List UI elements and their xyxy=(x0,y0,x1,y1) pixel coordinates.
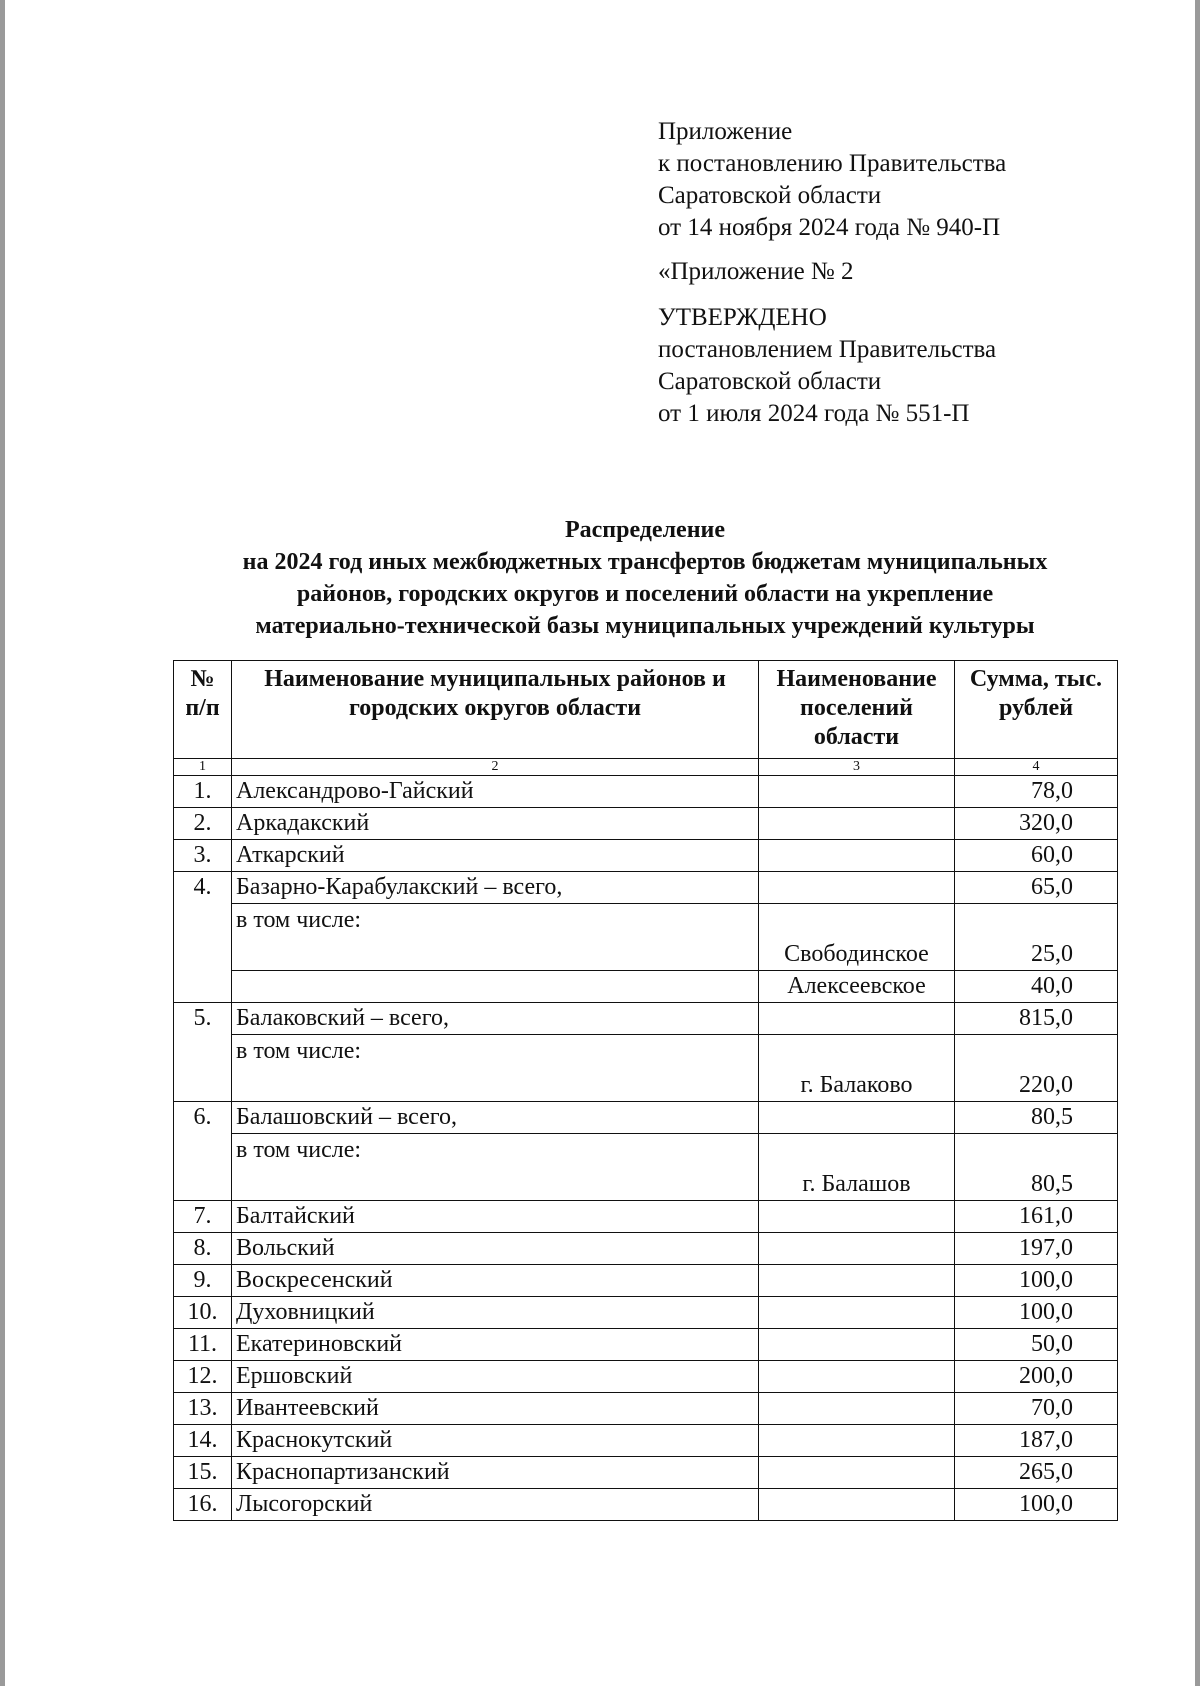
settlement-cell xyxy=(759,1233,955,1265)
title-line: материально-технической базы муниципальных учреждений культуры xyxy=(255,613,1035,639)
settlement-cell xyxy=(759,1425,955,1457)
settlement-cell xyxy=(759,1457,955,1489)
district-name: Краснокутский xyxy=(232,1425,759,1457)
row-number: 2. xyxy=(174,808,232,840)
table-row xyxy=(174,1003,1118,1035)
header-num: № п/п xyxy=(174,661,232,759)
table-row xyxy=(174,1361,1118,1393)
title-line: Распределение xyxy=(564,517,726,543)
table-subrow xyxy=(174,904,1118,971)
scan-edge-right xyxy=(1195,0,1200,1686)
settlement-cell xyxy=(759,1489,955,1521)
sum-cell: 70,0 xyxy=(955,1393,1118,1425)
sum-cell: 100,0 xyxy=(955,1297,1118,1329)
settlement-name: г. Балаково xyxy=(800,1072,913,1098)
table-row xyxy=(174,1425,1118,1457)
header-line: «Приложение № 2 xyxy=(658,258,854,285)
header-line: от 14 ноября 2024 года № 940-П xyxy=(658,214,1001,241)
sum-cell xyxy=(955,1134,1118,1201)
distribution-table xyxy=(173,660,1118,1521)
district-name: Воскресенский xyxy=(232,1265,759,1297)
approved-stamp-text: УТВЕРЖДЕНО xyxy=(658,304,827,331)
settlement-cell xyxy=(759,872,955,904)
sum-cell: 78,0 xyxy=(955,776,1118,808)
header-district: Наименование муниципальных районов и городских округов области xyxy=(232,661,759,759)
district-name: Балтайский xyxy=(232,1201,759,1233)
table-row xyxy=(174,1233,1118,1265)
row-number: 9. xyxy=(174,1265,232,1297)
header-line: от 1 июля 2024 года № 551-П xyxy=(658,400,970,427)
settlement-cell xyxy=(759,1361,955,1393)
row-number: 12. xyxy=(174,1361,232,1393)
including-label: в том числе: xyxy=(236,907,362,933)
district-name: Базарно-Карабулакский – всего, xyxy=(232,872,759,904)
row-number: 11. xyxy=(174,1329,232,1361)
settlement-cell xyxy=(759,904,955,971)
including-label: в том числе: xyxy=(236,1137,362,1163)
row-number: 14. xyxy=(174,1425,232,1457)
including-label: в том числе: xyxy=(236,1038,362,1064)
settlement-cell xyxy=(759,1003,955,1035)
sum-cell: 197,0 xyxy=(955,1233,1118,1265)
approval-header xyxy=(658,116,1006,430)
settlement-cell xyxy=(759,776,955,808)
title-line: районов, городских округов и поселений области на укрепление xyxy=(296,581,994,607)
table-subrow xyxy=(174,1134,1118,1201)
column-index: 3 xyxy=(759,759,955,776)
row-number: 8. xyxy=(174,1233,232,1265)
header-sum: Сумма, тыс. рублей xyxy=(955,661,1118,759)
sum-cell: 65,0 xyxy=(955,872,1118,904)
table-row xyxy=(174,1329,1118,1361)
sum-cell: 100,0 xyxy=(955,1489,1118,1521)
district-name: Екатериновский xyxy=(232,1329,759,1361)
district-sub-cell xyxy=(232,1134,759,1201)
row-number: 1. xyxy=(174,776,232,808)
column-index: 2 xyxy=(232,759,759,776)
district-name: Лысогорский xyxy=(232,1489,759,1521)
district-name: Ивантеевский xyxy=(232,1393,759,1425)
sum-cell: 187,0 xyxy=(955,1425,1118,1457)
district-name: Аткарский xyxy=(232,840,759,872)
district-name: Ершовский xyxy=(232,1361,759,1393)
settlement-cell xyxy=(759,1102,955,1134)
row-number: 13. xyxy=(174,1393,232,1425)
district-sub-cell xyxy=(232,1035,759,1102)
column-index: 1 xyxy=(174,759,232,776)
table-row xyxy=(174,1201,1118,1233)
district-name: Балаковский – всего, xyxy=(232,1003,759,1035)
table-row xyxy=(174,1102,1118,1134)
row-number: 6. xyxy=(174,1102,232,1201)
row-number: 7. xyxy=(174,1201,232,1233)
header-line: Саратовской области xyxy=(658,182,882,209)
sum-cell: 100,0 xyxy=(955,1265,1118,1297)
table-row xyxy=(174,808,1118,840)
table-row xyxy=(174,840,1118,872)
sum-cell: 200,0 xyxy=(955,1361,1118,1393)
table-row xyxy=(174,776,1118,808)
district-name: Балашовский – всего, xyxy=(232,1102,759,1134)
sum-cell: 815,0 xyxy=(955,1003,1118,1035)
district-sub-cell xyxy=(232,904,759,971)
row-number: 15. xyxy=(174,1457,232,1489)
row-number: 10. xyxy=(174,1297,232,1329)
sum-cell: 60,0 xyxy=(955,840,1118,872)
sum-value: 25,0 xyxy=(1031,941,1073,967)
table-row xyxy=(174,1393,1118,1425)
sum-cell: 80,5 xyxy=(955,1102,1118,1134)
settlement-cell xyxy=(759,1297,955,1329)
settlement-cell xyxy=(759,1393,955,1425)
settlement-cell xyxy=(759,808,955,840)
column-index-row xyxy=(174,759,1118,776)
header-line: Приложение xyxy=(658,118,793,145)
district-name: Краснопартизанский xyxy=(232,1457,759,1489)
table-header-row xyxy=(174,661,1118,759)
settlement-cell xyxy=(759,1035,955,1102)
district-name: Александрово-Гайский xyxy=(232,776,759,808)
settlement-cell xyxy=(759,1134,955,1201)
sum-value: 220,0 xyxy=(1019,1072,1073,1098)
header-line: к постановлению Правительства xyxy=(658,150,1007,177)
settlement-name: Алексеевское xyxy=(759,971,955,1003)
table-row xyxy=(174,1265,1118,1297)
settlement-name: Свободинское xyxy=(784,941,929,967)
sum-cell: 161,0 xyxy=(955,1201,1118,1233)
column-index: 4 xyxy=(955,759,1118,776)
settlement-cell xyxy=(759,840,955,872)
title-line: на 2024 год иных межбюджетных трансфертов бюджетам муниципальных xyxy=(242,549,1048,575)
table-subrow xyxy=(174,971,1118,1003)
row-number: 16. xyxy=(174,1489,232,1521)
scan-edge-left xyxy=(0,0,5,1686)
document-title xyxy=(150,514,1140,642)
table-row xyxy=(174,1457,1118,1489)
table-subrow xyxy=(174,1035,1118,1102)
sum-cell: 320,0 xyxy=(955,808,1118,840)
row-number: 4. xyxy=(174,872,232,1003)
table-row xyxy=(174,1297,1118,1329)
settlement-cell xyxy=(759,1265,955,1297)
district-name: Вольский xyxy=(232,1233,759,1265)
district-name: Аркадакский xyxy=(232,808,759,840)
settlement-cell xyxy=(759,1329,955,1361)
table-row xyxy=(174,1489,1118,1521)
sum-cell: 265,0 xyxy=(955,1457,1118,1489)
sum-value: 80,5 xyxy=(1031,1171,1073,1197)
settlement-name: г. Балашов xyxy=(802,1171,911,1197)
row-number: 3. xyxy=(174,840,232,872)
header-line: Саратовской области xyxy=(658,368,882,395)
sum-cell: 50,0 xyxy=(955,1329,1118,1361)
table-row xyxy=(174,872,1118,904)
header-line: постановлением Правительства xyxy=(658,336,997,363)
sum-cell: 40,0 xyxy=(955,971,1118,1003)
district-sub-cell xyxy=(232,971,759,1003)
sum-cell xyxy=(955,904,1118,971)
settlement-cell xyxy=(759,1201,955,1233)
sum-cell xyxy=(955,1035,1118,1102)
district-name: Духовницкий xyxy=(232,1297,759,1329)
row-number: 5. xyxy=(174,1003,232,1102)
header-settlement: Наименование поселений области xyxy=(759,661,955,759)
